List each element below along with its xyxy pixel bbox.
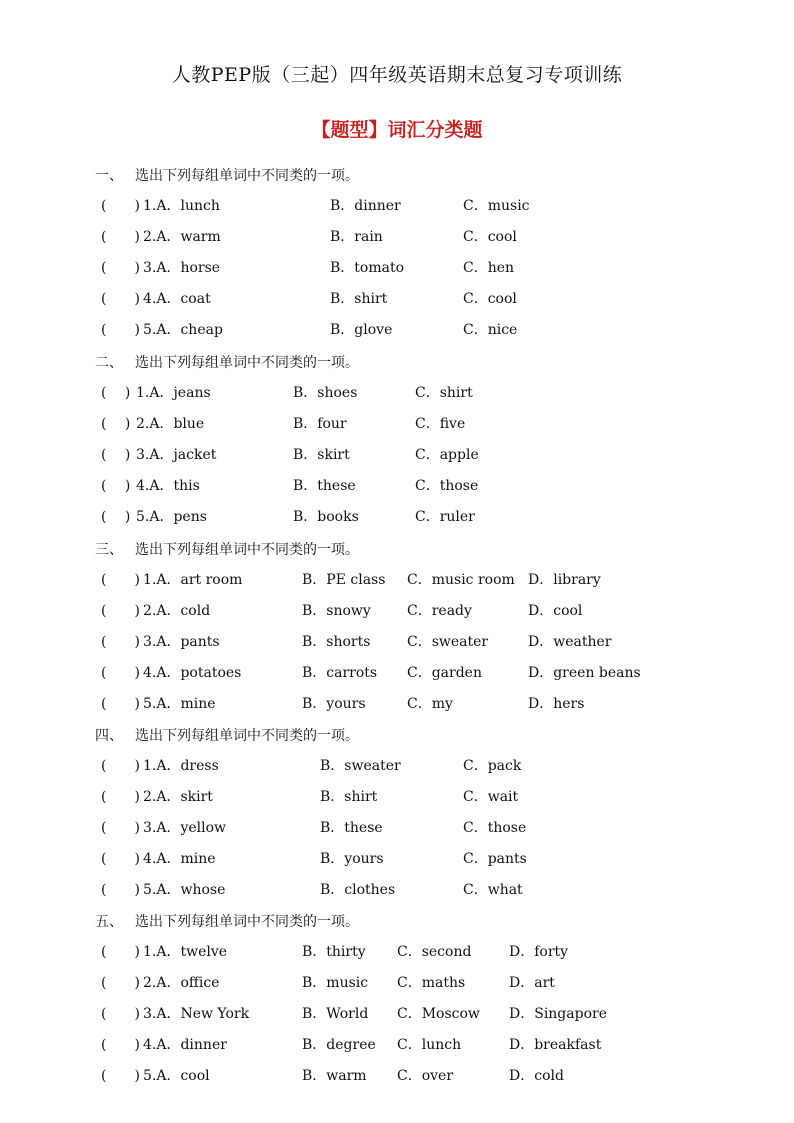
option-a: 4.A．dinner — [143, 1037, 227, 1053]
option-b: B．World — [302, 1006, 369, 1022]
section-heading — [95, 725, 359, 745]
option-c: C．my — [407, 696, 453, 712]
section-number: 一、 — [95, 168, 123, 184]
question-row — [0, 257, 794, 277]
question-row — [0, 631, 794, 651]
option-a: 3.A．jacket — [136, 447, 217, 463]
answer-blank[interactable]: ( ) — [101, 820, 140, 836]
option-d: D．cool — [528, 603, 583, 619]
section-heading — [95, 165, 359, 185]
answer-blank[interactable]: ( ) — [101, 696, 140, 712]
section-number: 三、 — [95, 542, 123, 558]
answer-blank[interactable]: ( ) — [101, 229, 140, 245]
option-b: B．degree — [302, 1037, 376, 1053]
question-row — [0, 879, 794, 899]
question-type-heading: 【题型】词汇分类题 — [311, 119, 483, 141]
option-a: 5.A．mine — [143, 696, 216, 712]
option-c: C．music — [463, 198, 530, 214]
option-c: C．hen — [463, 260, 515, 276]
option-a: 4.A．mine — [143, 851, 216, 867]
answer-blank[interactable]: ( ) — [101, 509, 131, 525]
question-row — [0, 786, 794, 806]
question-row — [0, 848, 794, 868]
section-heading — [95, 539, 359, 559]
option-b: B．carrots — [302, 665, 378, 681]
page-title: 人教PEP版（三起）四年级英语期末总复习专项训练 — [171, 64, 623, 86]
option-a: 1.A．dress — [143, 758, 219, 774]
answer-blank[interactable]: ( ) — [101, 416, 131, 432]
question-row — [0, 413, 794, 433]
option-c: C．five — [415, 416, 466, 432]
question-row — [0, 444, 794, 464]
option-b: B．thirty — [302, 944, 366, 960]
option-d: D．green beans — [528, 665, 641, 681]
option-c: C．garden — [407, 665, 482, 681]
option-b: B．skirt — [293, 447, 350, 463]
option-b: B．books — [293, 509, 359, 525]
option-c: C．shirt — [415, 385, 473, 401]
section-number: 二、 — [95, 355, 123, 371]
option-c: C．pack — [463, 758, 522, 774]
section-instruction: 选出下列每组单词中不同类的一项。 — [135, 168, 359, 184]
option-b: B．shirt — [320, 789, 378, 805]
answer-blank[interactable]: ( ) — [101, 572, 140, 588]
option-b: B．four — [293, 416, 347, 432]
section-heading — [95, 911, 359, 931]
section-instruction: 选出下列每组单词中不同类的一项。 — [135, 355, 359, 371]
option-c: C．music room — [407, 572, 515, 588]
answer-blank[interactable]: ( ) — [101, 198, 140, 214]
option-b: B．tomato — [330, 260, 405, 276]
answer-blank[interactable]: ( ) — [101, 603, 140, 619]
option-a: 1.A．twelve — [143, 944, 228, 960]
option-c: C．cool — [463, 291, 517, 307]
option-c: C．those — [463, 820, 527, 836]
answer-blank[interactable]: ( ) — [101, 882, 140, 898]
option-a: 4.A．this — [136, 478, 200, 494]
option-c: C．maths — [397, 975, 466, 991]
option-c: C．those — [415, 478, 479, 494]
option-c: C．ready — [407, 603, 472, 619]
question-row — [0, 226, 794, 246]
answer-blank[interactable]: ( ) — [101, 975, 140, 991]
option-b: B．clothes — [320, 882, 396, 898]
option-c: C．pants — [463, 851, 527, 867]
question-row — [0, 475, 794, 495]
answer-blank[interactable]: ( ) — [101, 851, 140, 867]
option-d: D．breakfast — [509, 1037, 602, 1053]
option-c: C．ruler — [415, 509, 475, 525]
option-c: C．over — [397, 1068, 454, 1084]
section-heading — [95, 352, 359, 372]
question-row — [0, 382, 794, 402]
option-a: 1.A．lunch — [143, 198, 220, 214]
option-b: B．shoes — [293, 385, 358, 401]
option-b: B．yours — [302, 696, 366, 712]
option-d: D．art — [509, 975, 555, 991]
question-row — [0, 662, 794, 682]
answer-blank[interactable]: ( ) — [101, 758, 140, 774]
answer-blank[interactable]: ( ) — [101, 322, 140, 338]
option-a: 2.A．office — [143, 975, 220, 991]
section-instruction: 选出下列每组单词中不同类的一项。 — [135, 728, 359, 744]
option-d: D．forty — [509, 944, 569, 960]
option-a: 5.A．whose — [143, 882, 226, 898]
question-row — [0, 1003, 794, 1023]
option-c: C．what — [463, 882, 523, 898]
question-row — [0, 506, 794, 526]
option-b: B．PE class — [302, 572, 386, 588]
option-c: C．wait — [463, 789, 519, 805]
option-d: D．hers — [528, 696, 585, 712]
option-c: C．lunch — [397, 1037, 462, 1053]
answer-blank[interactable]: ( ) — [101, 447, 131, 463]
question-row — [0, 288, 794, 308]
question-row — [0, 817, 794, 837]
option-c: C．cool — [463, 229, 517, 245]
option-d: D．library — [528, 572, 601, 588]
section-instruction: 选出下列每组单词中不同类的一项。 — [135, 914, 359, 930]
option-b: B．warm — [302, 1068, 367, 1084]
option-a: 4.A．coat — [143, 291, 211, 307]
answer-blank[interactable]: ( ) — [101, 944, 140, 960]
option-d: D．weather — [528, 634, 612, 650]
question-row — [0, 941, 794, 961]
option-b: B．music — [302, 975, 369, 991]
section-number: 四、 — [95, 728, 123, 744]
option-b: B．shorts — [302, 634, 371, 650]
option-b: B．these — [293, 478, 356, 494]
option-a: 3.A．New York — [143, 1006, 250, 1022]
answer-blank[interactable]: ( ) — [101, 260, 140, 276]
section-instruction: 选出下列每组单词中不同类的一项。 — [135, 542, 359, 558]
answer-blank[interactable]: ( ) — [101, 789, 140, 805]
answer-blank[interactable]: ( ) — [101, 291, 140, 307]
option-a: 2.A．blue — [136, 416, 205, 432]
option-a: 3.A．horse — [143, 260, 221, 276]
option-a: 5.A．cool — [143, 1068, 210, 1084]
option-a: 5.A．cheap — [143, 322, 223, 338]
option-a: 3.A．pants — [143, 634, 220, 650]
question-row — [0, 693, 794, 713]
question-row — [0, 569, 794, 589]
option-c: C．second — [397, 944, 472, 960]
answer-blank[interactable]: ( ) — [101, 1006, 140, 1022]
question-row — [0, 195, 794, 215]
option-a: 5.A．pens — [136, 509, 207, 525]
option-b: B．glove — [330, 322, 393, 338]
option-d: D．cold — [509, 1068, 564, 1084]
option-b: B．dinner — [330, 198, 401, 214]
question-row — [0, 972, 794, 992]
answer-blank[interactable]: ( ) — [101, 665, 140, 681]
question-row — [0, 600, 794, 620]
option-b: B．snowy — [302, 603, 371, 619]
option-a: 2.A．cold — [143, 603, 211, 619]
answer-blank[interactable]: ( ) — [101, 478, 131, 494]
question-row — [0, 755, 794, 775]
option-d: D．Singapore — [509, 1006, 607, 1022]
answer-blank[interactable]: ( ) — [101, 1037, 140, 1053]
option-c: C．Moscow — [397, 1006, 480, 1022]
option-a: 2.A．warm — [143, 229, 221, 245]
option-a: 3.A．yellow — [143, 820, 227, 836]
option-b: B．these — [320, 820, 383, 836]
option-a: 4.A．potatoes — [143, 665, 242, 681]
question-row — [0, 1034, 794, 1054]
option-b: B．yours — [320, 851, 384, 867]
question-row — [0, 1065, 794, 1085]
option-b: B．shirt — [330, 291, 388, 307]
section-number: 五、 — [95, 914, 123, 930]
option-a: 2.A．skirt — [143, 789, 213, 805]
option-a: 1.A．jeans — [136, 385, 211, 401]
option-c: C．nice — [463, 322, 518, 338]
option-c: C．apple — [415, 447, 479, 463]
option-c: C．sweater — [407, 634, 489, 650]
option-b: B．rain — [330, 229, 383, 245]
option-a: 1.A．art room — [143, 572, 243, 588]
option-b: B．sweater — [320, 758, 401, 774]
question-row — [0, 319, 794, 339]
answer-blank[interactable]: ( ) — [101, 1068, 140, 1084]
answer-blank[interactable]: ( ) — [101, 634, 140, 650]
answer-blank[interactable]: ( ) — [101, 385, 131, 401]
